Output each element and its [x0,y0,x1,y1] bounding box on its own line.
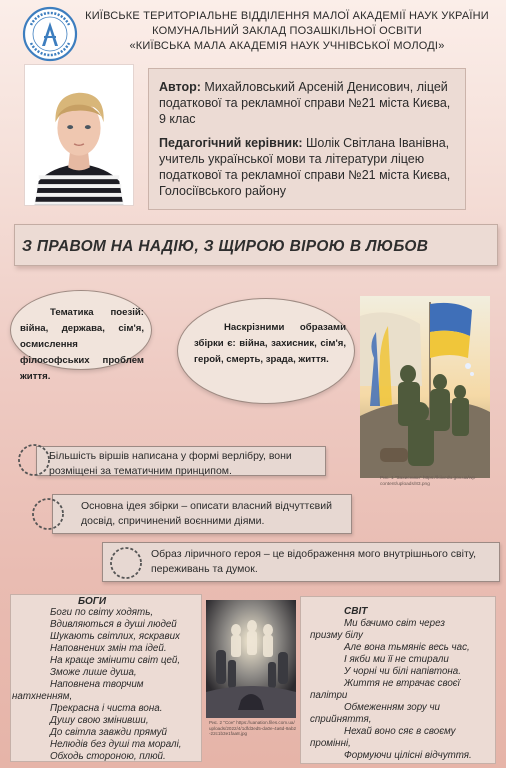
poem-line: Вдивляються в душі людей [50,619,177,630]
poem-line: Обмеженням зору чи [344,702,440,713]
poem-line: Наповнена творчим [50,679,144,690]
chain-ring-icon [14,440,54,480]
author-label: Автор: [159,80,201,94]
header-line-1: КИЇВСЬКЕ ТЕРИТОРІАЛЬНЕ ВІДДІЛЕННЯ МАЛОЇ АКАДЕМІЇ НАУК УКРАЇНИ [85,10,489,22]
poem-line: Життя не втрачає своєї [344,678,460,689]
organization-header [82,9,492,54]
dream-illustration [206,600,296,718]
lyrical-hero-banner [102,542,500,582]
poem-line: Душу свою змінивши, [50,715,149,726]
images-text: Наскрізними образами збірки є: війна, захисник, сім'я, герой, смерть, зрада, життя. [194,322,346,365]
poem-line: Шукають світлих, яскравих [50,631,180,642]
poem-line: Нелюдів без душі та моралі, [50,739,182,750]
chain-ring-icon [28,494,68,534]
poem-line: призму білу [310,630,363,641]
mala-akademiya-logo [22,6,78,62]
poem-line: промінні, [310,738,351,749]
poem-world-title: СВІТ [344,606,368,617]
structure-text: Більшість віршів написана у формі верлібру, вони розміщені за тематичним принципом. [49,450,292,477]
chain-ring-icon [106,543,146,583]
poster-title: З ПРАВОМ НА НАДІЮ, З ЩИРОЮ ВІРОЮ В ЛЮБОВ [22,238,429,255]
main-idea-banner [52,494,352,534]
illustration-2-caption: Рис. 2 "Сон" https://uanation.files.com.ua/uploads/2022/4/1dfd3ed5-da0e-4a6d-9ab2-22c1b3e1faa8.jpg [209,720,297,737]
author-line [159,79,457,127]
poem-line: Нехай воно сяє в своєму [344,726,456,737]
poem-line: Зможе лише душа, [50,667,137,678]
main-idea-text: Основна ідея збірки – описати власний відчуттєвий досвід, спричинений воєнними діями. [81,500,332,527]
poem-line: І якби ми її не стирали [344,654,449,665]
supervisor-line [159,135,457,199]
poem-line: Обходь стороною, плюй. [50,751,166,762]
poem-line: Ми бачимо світ через [344,618,445,629]
supervisor-text: Шолік Світлана Іванівна, учитель української мови та літератури ліцею податкової та рекламної справи №21 міста Києва, Голосіївського району [159,136,451,198]
supervisor-label: Педагогічний керівник: [159,136,303,150]
lyrical-hero-text: Образ ліричного героя – це відображення мого внутрішнього світу, переживань та думок. [151,548,476,575]
poem-line: На краще змінити світ цей, [50,655,181,666]
defenders-illustration [360,296,490,478]
poem-line: палітри [310,690,348,701]
poem-line: Але вона тьмяніє весь час, [344,642,470,653]
header-line-2: КОМУНАЛЬНИЙ ЗАКЛАД ПОЗАШКІЛЬНОЇ ОСВІТИ [152,25,422,37]
author-text: Михайловський Арсеній Денисович, ліцей податкової та рекламної справи №21 міста Києва, 9 клас [159,80,451,126]
poem-line: У чорні чи білі напівтона. [344,666,461,677]
illustration-1-caption: Рис. 1 "Захисники" https://kiivedu.gov.ua/wp-content/uploads/83.png [380,476,477,487]
author-info-box [148,68,466,210]
poem-line: натхненням, [12,691,73,702]
themes-text: Тематика поезій: війна, держава, сім'я, осмислення філософських проблем життя. [20,307,144,382]
poem-line: Наповнених змін та ідей. [50,643,167,654]
header-line-3: «КИЇВСЬКА МАЛА АКАДЕМІЯ НАУК УЧНІВСЬКОЇ МОЛОДІ» [129,40,445,52]
poem-line: До світла завжди прямуй [50,727,167,738]
poem-line: Боги по світу ходять, [50,607,154,618]
poem-line: Формуючи цілісні відчуття. [344,750,472,761]
author-portrait [24,64,134,206]
structure-banner [36,446,326,476]
poem-line: Прекрасна і чиста вона. [50,703,163,714]
poem-line: сприйняття, [310,714,372,725]
poem-gods-title: БОГИ [78,596,107,607]
